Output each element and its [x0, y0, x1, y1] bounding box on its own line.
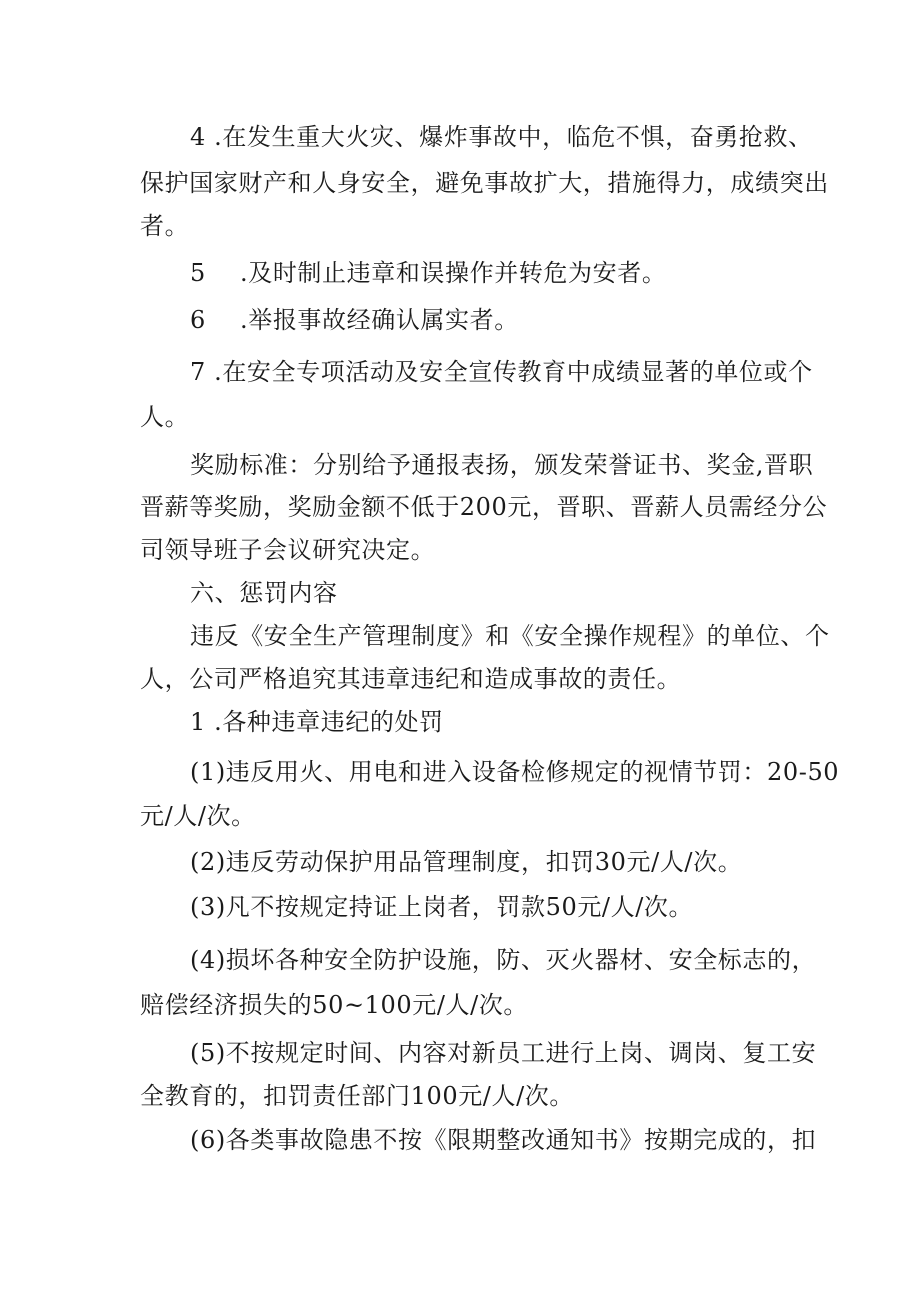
paragraph-line: 保护国家财产和人身安全，避免事故扩大，措施得力，成绩突出 — [140, 169, 829, 197]
paragraph-line: (2)违反劳动保护用品管理制度，扣罚30元/人/次。 — [190, 848, 743, 876]
paragraph-line: 奖励标准：分别给予通报表扬，颁发荣誉证书、奖金,晋职 — [190, 451, 814, 479]
paragraph-line: (3)凡不按规定持证上岗者，罚款50元/人/次。 — [190, 893, 694, 921]
section-heading: 六、惩罚内容 — [190, 579, 338, 607]
paragraph-line: 全教育的，扣罚责任部门100元/人/次。 — [140, 1082, 574, 1110]
item-text: .及时制止违章和误操作并转危为安者。 — [240, 259, 667, 287]
item-text: .举报事故经确认属实者。 — [240, 306, 519, 334]
paragraph-line: 4 .在发生重大火灾、爆炸事故中，临危不惧，奋勇抢救、 — [190, 123, 813, 151]
paragraph-line: 者。 — [140, 212, 190, 240]
paragraph-line: 司领导班子会议研究决定。 — [140, 536, 436, 564]
paragraph-line: 人，公司严格追究其违章违纪和造成事故的责任。 — [140, 665, 682, 693]
paragraph-line: (6)各类事故隐患不按《限期整改通知书》按期完成的，扣 — [190, 1126, 817, 1154]
item-number: 6 — [190, 306, 206, 334]
paragraph-line: (4)损坏各种安全防护设施，防、灭火器材、安全标志的， — [190, 946, 817, 974]
list-item-5 — [190, 258, 790, 288]
paragraph-line: (1)违反用火、用电和进入设备检修规定的视情节罚：20-50 — [190, 758, 840, 786]
item-number: 5 — [190, 259, 206, 287]
paragraph-line: 人。 — [140, 403, 190, 431]
paragraph-line: 晋薪等奖励，奖励金额不低于200元，晋职、晋薪人员需经分公 — [140, 493, 828, 521]
paragraph-line: 元/人/次。 — [140, 802, 256, 830]
paragraph-line: 赔偿经济损失的50~100元/人/次。 — [140, 991, 529, 1019]
paragraph-line: 7 .在安全专项活动及安全宣传教育中成绩显著的单位或个 — [190, 358, 813, 386]
subsection-heading: 1 .各种违章违纪的处罚 — [190, 708, 444, 736]
paragraph-line: (5)不按规定时间、内容对新员工进行上岗、调岗、复工安 — [190, 1039, 817, 1067]
paragraph-line: 违反《安全生产管理制度》和《安全操作规程》的单位、个 — [190, 622, 830, 650]
list-item-6 — [190, 305, 790, 335]
